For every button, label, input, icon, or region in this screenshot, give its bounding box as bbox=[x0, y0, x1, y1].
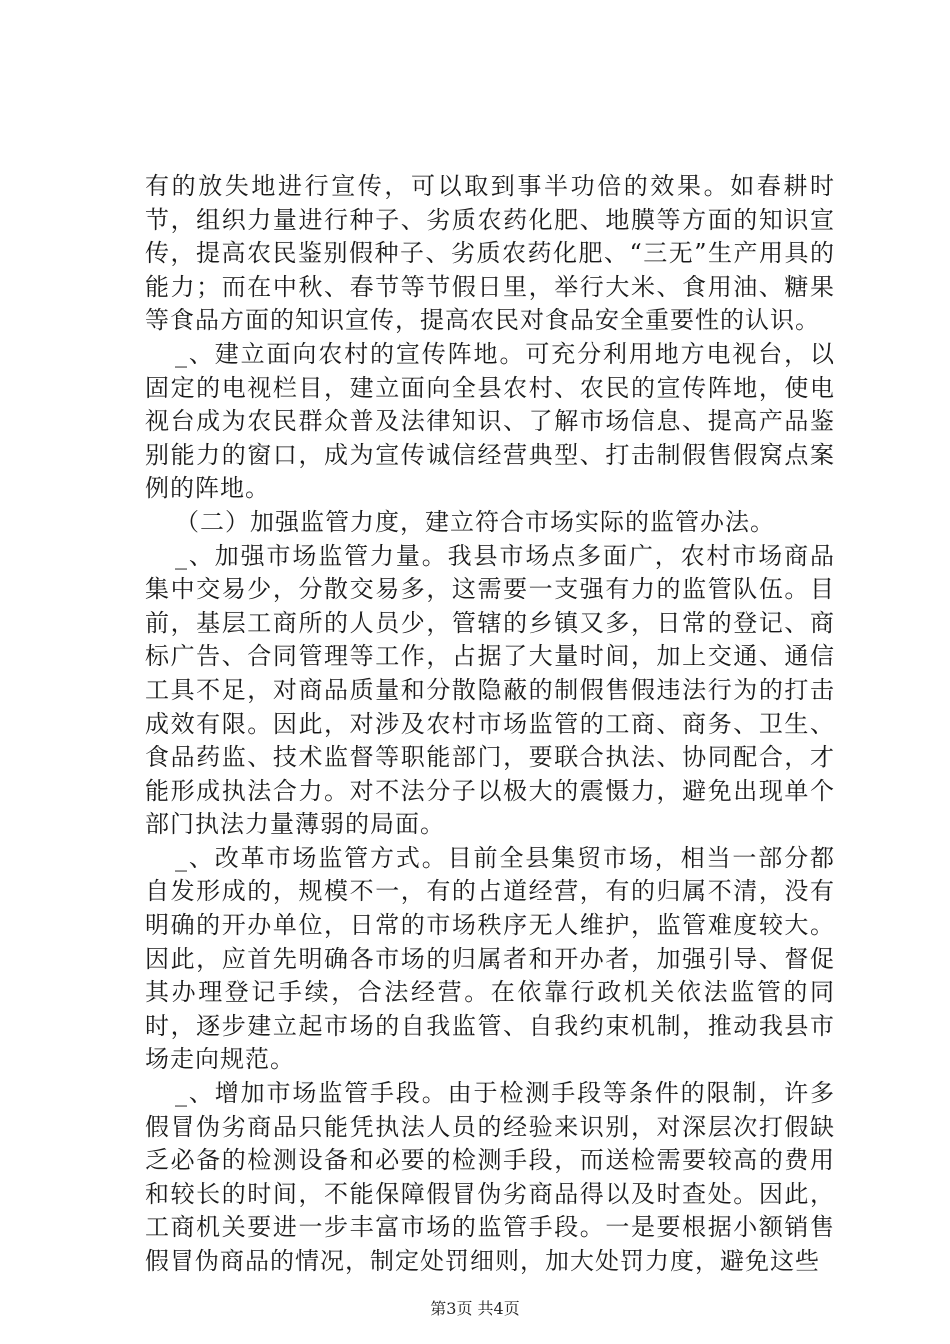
paragraph-increase-means: _、增加市场监管手段。由于检测手段等条件的限制，许多假冒伪劣商品只能凭执法人员的经验来识别，对深层次打假缺乏必备的检测设备和必要的检测手段，而送检需要较高的费用和较长的时间，不能保障假冒伪劣商品得以及时查处。因此，工商机关要进一步丰富市场的监管手段。一是要根据小额销售假冒伪商品的情况，制定处罚细则，加大处罚力度，避免这些 bbox=[145, 1079, 835, 1275]
paragraph-strengthen-supervision: _、加强市场监管力量。我县市场点多面广，农村市场商品集中交易少，分散交易多，这需要一支强有力的监管队伍。目前，基层工商所的人员少，管辖的乡镇又多，日常的登记、商标广告、合同管理等工作，占据了大量时间，加上交通、通信工具不足，对商品质量和分散隐蔽的制假售假违法行为的打击成效有限。因此，对涉及农村市场监管的工商、商务、卫生、食品药监、技术监督等职能部门，要联合执法、协同配合，才能形成执法合力。对不法分子以极大的震慑力，避免出现单个部门执法力量薄弱的局面。 bbox=[145, 541, 835, 839]
paragraph-continuation: 有的放失地进行宣传，可以取到事半功倍的效果。如春耕时节，组织力量进行种子、劣质农药化肥、地膜等方面的知识宣传，提高农民鉴别假种子、劣质农药化肥、“三无”生产用具的能力；而在中秋、春节等节假日里，举行大米、食用油、糖果等食品方面的知识宣传，提高农民对食品安全重要性的认识。 bbox=[145, 172, 835, 335]
page-footer: 第3页 共4页 bbox=[430, 1299, 520, 1318]
document-body bbox=[145, 170, 835, 1279]
paragraph-reform-supervision: _、改革市场监管方式。目前全县集贸市场，相当一部分都自发形成的，规模不一，有的占道经营，有的归属不清，没有明确的开办单位，日常的市场秩序无人维护，监管难度较大。因此，应首先明确各市场的归属者和开办者，加强引导、督促其办理登记手续，合法经营。在依靠行政机关依法监管的同时，逐步建立起市场的自我监管、自我约束机制，推动我县市场走向规范。 bbox=[145, 843, 835, 1074]
paragraph-propaganda-base: _、建立面向农村的宣传阵地。可充分利用地方电视台，以固定的电视栏目，建立面向全县农村、农民的宣传阵地，使电视台成为农民群众普及法律知识、了解市场信息、提高产品鉴别能力的窗口，成为宣传诚信经营典型、打击制假售假窝点案例的阵地。 bbox=[145, 339, 835, 503]
section-heading: （二）加强监管力度，建立符合市场实际的监管办法。 bbox=[175, 507, 775, 536]
